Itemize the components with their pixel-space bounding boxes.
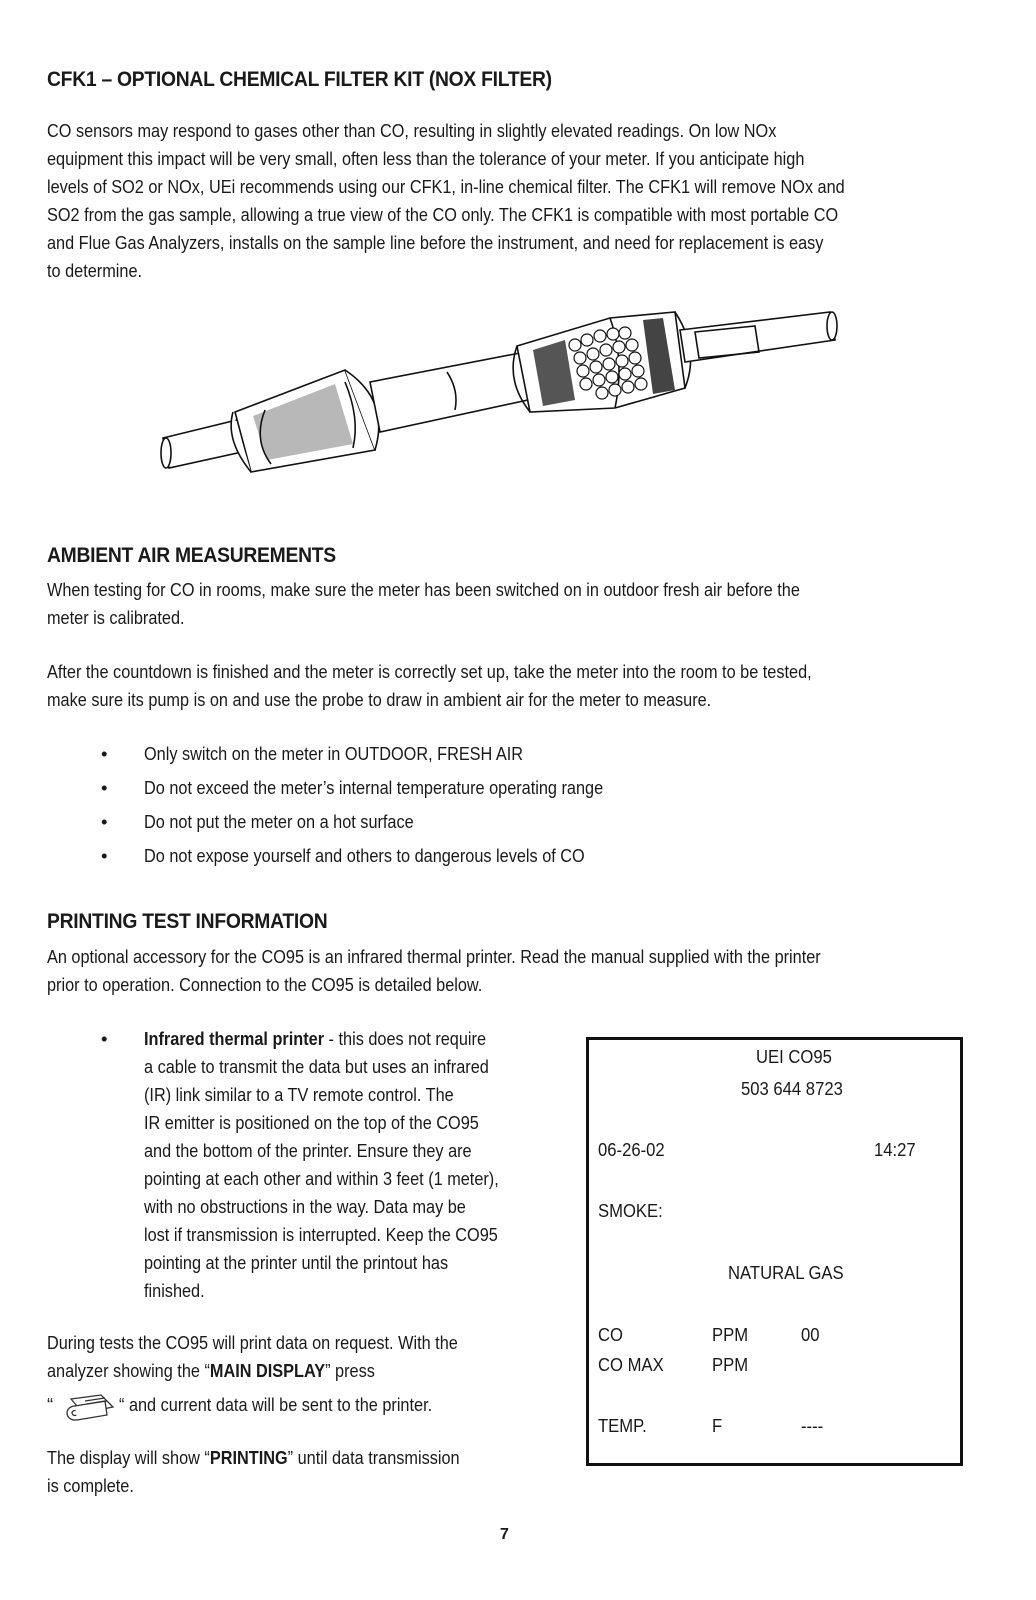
ambient-para-1: [47, 576, 1036, 632]
text-line: meter is calibrated.: [47, 607, 185, 628]
text-line: pointing at each other and within 3 feet (1 meter),: [144, 1168, 499, 1189]
section-title-cfk1: CFK1 – OPTIONAL CHEMICAL FILTER KIT (NOX FILTER): [47, 68, 552, 91]
ambient-para-2: [47, 658, 1036, 714]
text-line: finished.: [144, 1280, 205, 1301]
text-line: SO2 from the gas sample, allowing a true view of the CO only. The CFK1 is compatible with most portable CO: [47, 204, 839, 225]
cfk1-description: [47, 117, 1036, 285]
printout-temp-value: ----: [801, 1415, 824, 1436]
printing-intro: [47, 943, 1036, 999]
text-line: levels of SO2 or NOx, UEi recommends using our CFK1, in-line chemical filter. The CFK1 will remove NOx and: [47, 176, 845, 197]
text-line: Infrared thermal printer - this does not require: [144, 1028, 487, 1049]
printer-key-icon: [61, 1393, 119, 1423]
display-printing-paragraph: [47, 1444, 567, 1500]
printout-temp-unit: F: [712, 1415, 723, 1436]
bullet-icon: •: [101, 1028, 108, 1049]
section-title-printing: PRINTING TEST INFORMATION: [47, 910, 328, 933]
text-line: a cable to transmit the data but uses an infrared: [144, 1056, 489, 1077]
text-line: CO sensors may respond to gases other than CO, resulting in slightly elevated readings. On low NOx: [47, 120, 777, 141]
printout-co-value: 00: [801, 1324, 820, 1345]
text-line: prior to operation. Connection to the CO95 is detailed below.: [47, 974, 483, 995]
bullet-icon: •: [101, 811, 108, 832]
page-number: 7: [500, 1526, 509, 1543]
printout-header-phone: 503 644 8723: [741, 1078, 843, 1099]
printout-comax-label: CO MAX: [598, 1354, 664, 1375]
text-line: During tests the CO95 will print data on request. With the: [47, 1332, 458, 1353]
sample-printout: [586, 1037, 963, 1466]
list-item: • Do not expose yourself and others to dangerous levels of CO: [101, 839, 666, 873]
text-line: is complete.: [47, 1475, 134, 1496]
text-line: The display will show “PRINTING” until data transmission: [47, 1447, 460, 1468]
ambient-bullet-list: [101, 737, 666, 873]
text-line: to determine.: [47, 260, 143, 281]
text-line: with no obstructions in the way. Data may be: [144, 1196, 466, 1217]
cfk1-filter-illustration: [155, 300, 845, 480]
text-line: equipment this impact will be very small, often less than the tolerance of your meter. If you anticipate high: [47, 148, 805, 169]
text-line: When testing for CO in rooms, make sure the meter has been switched on in outdoor fresh air before the: [47, 579, 800, 600]
print-key-line: “ “ and current data will be sent to the printer.: [47, 1391, 567, 1421]
bullet-icon: •: [101, 777, 108, 798]
text-line: (IR) link similar to a TV remote control. The: [144, 1084, 454, 1105]
printout-fuel-type: NATURAL GAS: [728, 1262, 844, 1283]
text-line: IR emitter is positioned on the top of the CO95: [144, 1112, 479, 1133]
text-line: An optional accessory for the CO95 is an infrared thermal printer. Read the manual supplied with the printer: [47, 946, 821, 967]
text-line: After the countdown is finished and the meter is correctly set up, take the meter into the room to be tested,: [47, 661, 812, 682]
list-item: • Do not put the meter on a hot surface: [101, 805, 666, 839]
text-line: lost if transmission is interrupted. Keep the CO95: [144, 1224, 498, 1245]
text-line: make sure its pump is on and use the probe to draw in ambient air for the meter to measure.: [47, 689, 712, 710]
text-line: analyzer showing the “MAIN DISPLAY” press: [47, 1360, 375, 1381]
printout-co-unit: PPM: [712, 1324, 749, 1345]
printout-temp-label: TEMP.: [598, 1415, 647, 1436]
bullet-icon: •: [101, 845, 108, 866]
text-line: and Flue Gas Analyzers, installs on the sample line before the instrument, and need for replacement is easy: [47, 232, 824, 253]
printout-smoke-label: SMOKE:: [598, 1200, 663, 1221]
text-line: and the bottom of the printer. Ensure they are: [144, 1140, 472, 1161]
printout-date: 06-26-02: [598, 1139, 665, 1160]
list-item: • Only switch on the meter in OUTDOOR, FRESH AIR: [101, 737, 666, 771]
section-title-ambient-air: AMBIENT AIR MEASUREMENTS: [47, 544, 336, 567]
during-tests-paragraph: [47, 1329, 567, 1385]
bullet-icon: •: [101, 743, 108, 764]
text-line: pointing at the printer until the printout has: [144, 1252, 449, 1273]
printout-co-label: CO: [598, 1324, 623, 1345]
printout-time: 14:27: [874, 1139, 916, 1160]
printout-comax-unit: PPM: [712, 1354, 749, 1375]
printout-header-model: UEI CO95: [756, 1046, 832, 1067]
list-item: • Do not exceed the meter’s internal temperature operating range: [101, 771, 666, 805]
